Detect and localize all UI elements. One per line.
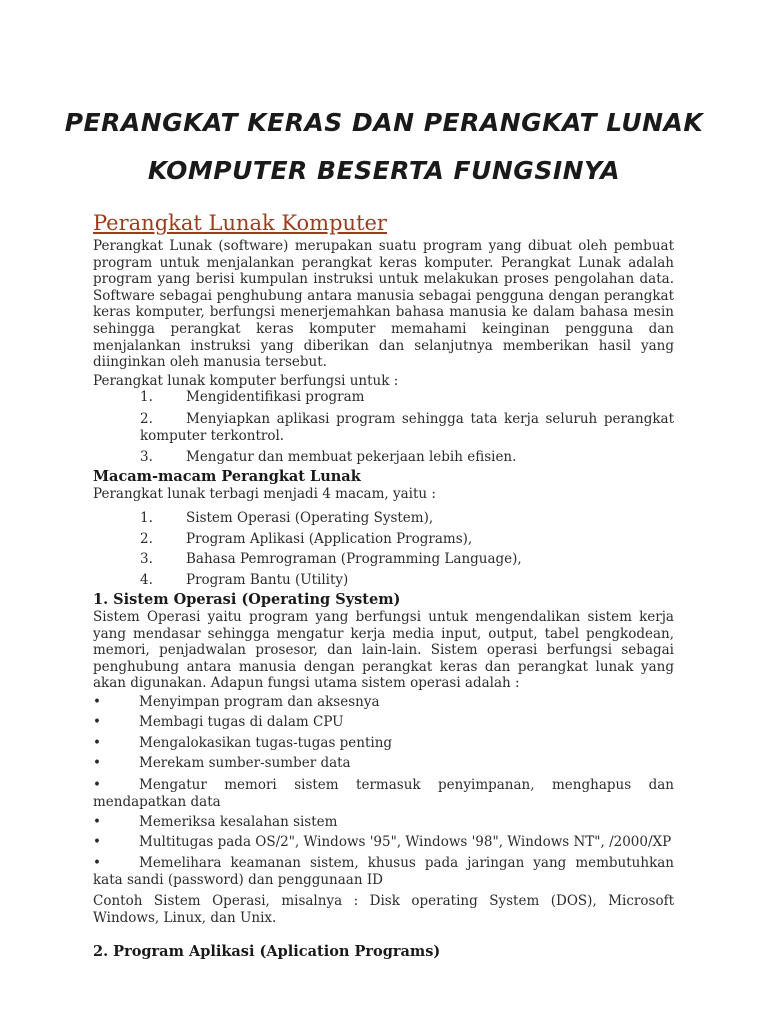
list-text: Sistem Operasi (Operating System), <box>186 510 434 526</box>
list-text: Program Bantu (Utility) <box>186 572 349 588</box>
os-bullet-7 <box>93 834 674 851</box>
function-item-3 <box>140 449 674 466</box>
section-heading: Perangkat Lunak Komputer <box>93 211 387 235</box>
type-item-3 <box>140 551 674 568</box>
list-number: 3. <box>140 551 153 567</box>
doc-title-line-1: PERANGKAT KERAS DAN PERANGKAT LUNAK <box>64 108 704 137</box>
bullet-text: Menyimpan program dan aksesnya <box>139 694 380 710</box>
types-heading: Macam-macam Perangkat Lunak <box>93 468 361 485</box>
bullet-text: Merekam sumber-sumber data <box>139 755 351 771</box>
bullet-text: Memeriksa kesalahan sistem <box>139 814 338 830</box>
os-bullet-1 <box>93 694 674 711</box>
bullet-icon: • <box>93 714 101 730</box>
os-paragraph: Sistem Operasi yaitu program yang berfungsi untuk mengendalikan sistem kerja yang mendasar sehingga mengatur kerja media input, output, tabel pengkodean, memori, penjadwalan prosesor, dan lain-lain. Sistem operasi berfungsi sebagai penghubung antara manusia dengan perangkat keras dan perangkat lunak yang akan digunakan. Adapun fungsi utama sistem operasi adalah : <box>93 609 674 692</box>
list-number: 4. <box>140 572 153 588</box>
list-text: Menyiapkan aplikasi program sehingga tata kerja seluruh perangkat komputer terkontrol. <box>140 411 674 444</box>
type-item-2 <box>140 531 674 548</box>
type-item-1 <box>140 510 674 527</box>
list-number: 1. <box>140 510 153 526</box>
bullet-icon: • <box>93 777 101 793</box>
os-examples: Contoh Sistem Operasi, misalnya : Disk operating System (DOS), Microsoft Windows, Linux, dan Unix. <box>93 893 674 926</box>
list-text: Mengatur dan membuat pekerjaan lebih efisien. <box>186 449 517 465</box>
function-item-2 <box>140 411 674 444</box>
bullet-icon: • <box>93 694 101 710</box>
os-bullet-5 <box>93 777 674 810</box>
os-bullet-8 <box>93 855 674 888</box>
list-text: Bahasa Pemrograman (Programming Language), <box>186 551 522 567</box>
list-number: 1. <box>140 389 153 405</box>
bullet-icon: • <box>93 755 101 771</box>
types-intro: Perangkat lunak terbagi menjadi 4 macam, yaitu : <box>93 486 436 502</box>
type-item-4 <box>140 572 674 589</box>
bullet-text: Memelihara keamanan sistem, khusus pada jaringan yang membutuhkan kata sandi (password) dan penggunaan ID <box>93 855 674 888</box>
os-bullet-4 <box>93 755 674 772</box>
bullet-text: Multitugas pada OS/2", Windows '95", Windows '98", Windows NT", /2000/XP <box>139 834 672 850</box>
bullet-icon: • <box>93 855 101 871</box>
list-number: 2. <box>140 531 153 547</box>
os-bullet-3 <box>93 735 674 752</box>
doc-title-line-2: KOMPUTER BESERTA FUNGSINYA <box>147 156 621 185</box>
bullet-text: Mengatur memori sistem termasuk penyimpanan, menghapus dan mendapatkan data <box>93 777 674 810</box>
list-text: Mengidentifikasi program <box>186 389 365 405</box>
list-number: 2. <box>140 411 153 427</box>
bullet-icon: • <box>93 735 101 751</box>
list-text: Program Aplikasi (Application Programs), <box>186 531 473 547</box>
intro-paragraph: Perangkat Lunak (software) merupakan suatu program yang dibuat oleh pembuat program untuk menjalankan perangkat keras komputer. Perangkat Lunak adalah program yang berisi kumpulan instruksi untuk melakukan proses pengolahan data. Software sebagai penghubung antara manusia sebagai pengguna dengan perangkat keras komputer, berfungsi menerjemahkan bahasa manusia ke dalam bahasa mesin sehingga perangkat keras komputer memahami keinginan pengguna dan menjalankan instruksi yang diberikan dan selanjutnya memberikan hasil yang diinginkan oleh manusia tersebut. <box>93 238 674 371</box>
list-number: 3. <box>140 449 153 465</box>
os-bullet-6 <box>93 814 674 831</box>
bullet-text: Membagi tugas di dalam CPU <box>139 714 344 730</box>
app-heading: 2. Program Aplikasi (Aplication Programs) <box>93 943 441 960</box>
bullet-text: Mengalokasikan tugas-tugas penting <box>139 735 393 751</box>
os-bullet-2 <box>93 714 674 731</box>
function-item-1 <box>140 389 674 406</box>
bullet-icon: • <box>93 834 101 850</box>
bullet-icon: • <box>93 814 101 830</box>
os-heading: 1. Sistem Operasi (Operating System) <box>93 591 401 608</box>
function-intro: Perangkat lunak komputer berfungsi untuk : <box>93 373 399 389</box>
